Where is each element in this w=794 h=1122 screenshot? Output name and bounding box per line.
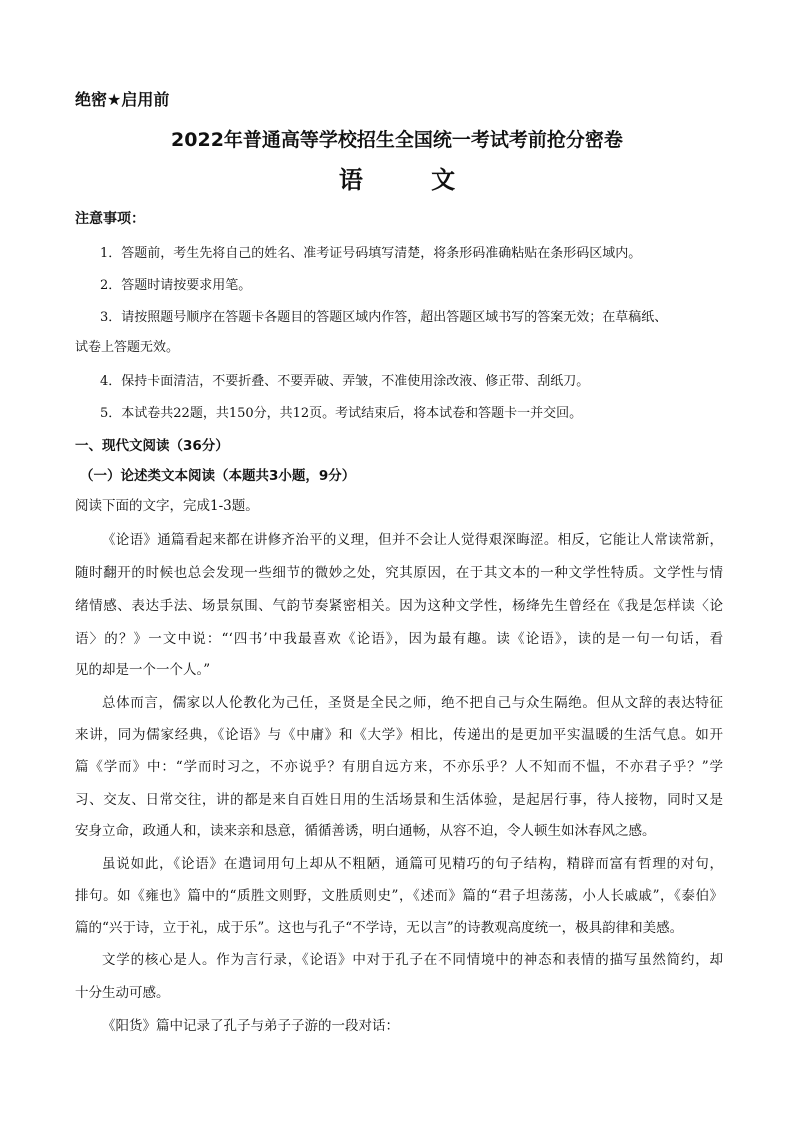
passage-line: 篇的“兴于诗，立于礼，成于乐”。这也与孔子“不学诗，无以言”的诗教观高度统一，极具韵律和美感。	[75, 920, 684, 936]
passage-line: 习、交友、日常交往，讲的都是来自百姓日用的生活场景和生活体验，是起居行事，待人接物，同时又是	[75, 792, 723, 808]
subject-title: 语 文	[338, 166, 486, 194]
passage-line: 排句。如《雍也》篇中的“质胜文则野，文胜质则史”，《述而》篇的“君子坦荡荡，小人长戚戚”，《泰伯》	[75, 888, 723, 904]
passage-line: 总体而言，儒家以人伦教化为己任，圣贤是全民之师，绝不把自己与众生隔绝。但从文辞的表达特征	[102, 695, 723, 711]
section-heading: 一、现代文阅读（36分）	[75, 438, 229, 454]
notice-title: 注意事项：	[75, 211, 145, 227]
passage-line: 十分生动可感。	[75, 985, 170, 1001]
passage-line: 《论语》通篇看起来都在讲修齐治平的义理，但并不会让人觉得艰深晦涩。相反，它能让人常读常新，	[102, 532, 723, 548]
notice-item: 1．答题前，考生先将自己的姓名、准考证号码填写清楚，将条形码准确粘贴在条形码区域内。	[100, 246, 642, 261]
passage-line: 语〉的？》一文中说：“‘四书’中我最喜欢《论语》，因为最有趣。读《论语》，读的是一句一句话，看	[75, 631, 723, 647]
notice-item: 4．保持卡面清洁，不要折叠、不要弄破、弄皱，不准使用涂改液、修正带、刮纸刀。	[100, 374, 590, 389]
subsection-heading: （一）论述类文本阅读（本题共3小题，9分）	[80, 468, 356, 484]
passage-line: 随时翻开的时候也总会发现一些细节的微妙之处，究其原因，在于其文本的一种文学性特质。文学性与情	[75, 565, 723, 581]
passage-line: 虽说如此，《论语》在遣词用句上却从不粗陋，通篇可见精巧的句子结构，精辟而富有哲理的对句，	[102, 856, 723, 872]
notice-item: 5．本试卷共22题，共150分，共12页。考试结束后，将本试卷和答题卡一并交回。	[100, 406, 583, 421]
passage-line: 安身立命，政通人和，读来亲和恳意，循循善诱，明白通畅，从容不迫，令人顿生如沐春风之感。	[75, 823, 656, 839]
passage-line: 《阳货》篇中记录了孔子与弟子子游的一段对话：	[102, 1018, 399, 1034]
notice-item: 2．答题时请按要求用笔。	[100, 278, 252, 293]
reading-instruction: 阅读下面的文字，完成1-3题。	[75, 498, 259, 514]
passage-line: 篇《学而》中：“学而时习之，不亦说乎？有朋自远方来，不亦乐乎？人不知而不愠，不亦君子乎？”学	[75, 759, 723, 775]
confidential-label: 绝密★启用前	[75, 90, 170, 109]
passage-line: 绪情感、表达手法、场景氛围、气韵节奏紧密相关。因为这种文学性，杨绛先生曾经在《我是怎样读〈论	[75, 598, 723, 614]
exam-title: 2022年普通高等学校招生全国统一考试考前抢分密卷	[171, 129, 623, 151]
passage-line: 文学的核心是人。作为言行录，《论语》中对于孔子在不同情境中的神态和表情的描写虽然简约，却	[102, 952, 723, 968]
notice-item-continued: 试卷上答题无效。	[75, 340, 180, 355]
notice-item: 3．请按照题号顺序在答题卡各题目的答题区域内作答，超出答题区域书写的答案无效；在草稿纸、	[100, 310, 668, 325]
passage-line: 见的却是一个一个人。”	[75, 662, 211, 678]
passage-line: 来讲，同为儒家经典，《论语》与《中庸》和《大学》相比，传递出的是更加平实温暖的生活气息。如开	[75, 727, 723, 743]
